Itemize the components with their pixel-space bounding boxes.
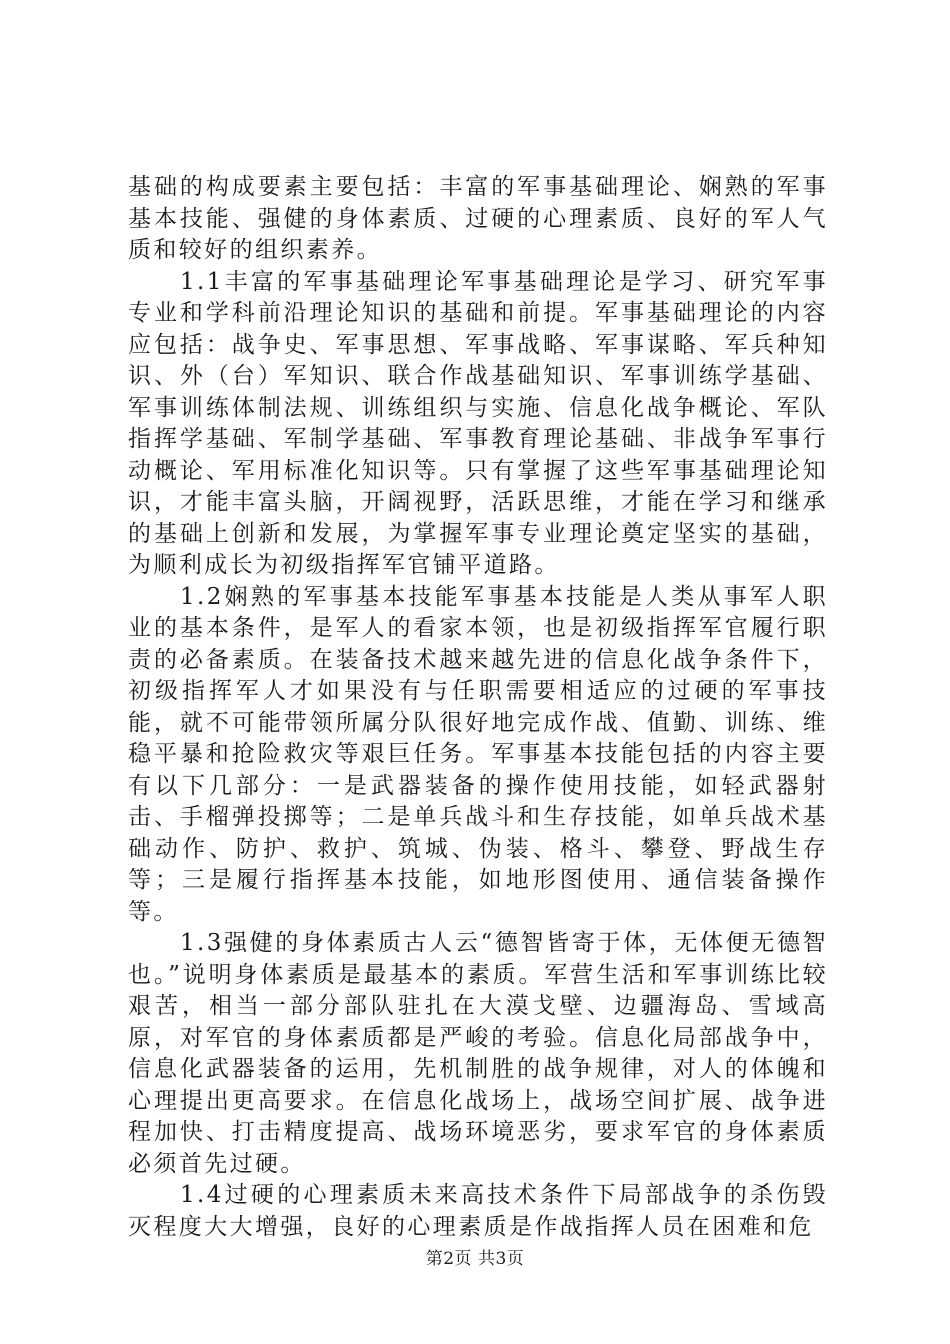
paragraph-physical-fitness: 1.3强健的身体素质古人云“德智皆寄于体，无体便无德智也。”说明身体素质是最基本的素质。军营生活和军事训练比较艰苦，相当一部分部队驻扎在大漠戈壁、边疆海岛、雪域高原，对军官的身体素质都是严峻的考验。信息化局部战争中，信息化武器装备的运用，先机制胜的战争规律，对人的体魄和心理提出更高要求。在信息化战场上，战场空间扩展、战争进程加快、打击精度提高、战场环境恶劣，要求军官的身体素质必须首先过硬。 <box>128 930 828 1177</box>
page-number-footer: 第2页 共3页 <box>425 1249 525 1269</box>
paragraph-continuation: 基础的构成要素主要包括：丰富的军事基础理论、娴熟的军事基本技能、强健的身体素质、过硬的心理素质、良好的军人气质和较好的组织素养。 <box>128 174 828 263</box>
paragraph-psychological-quality: 1.4过硬的心理素质未来高技术条件下局部战争的杀伤毁灭程度大大增强，良好的心理素质是作战指挥人员在困难和危 <box>128 1182 828 1240</box>
paragraph-military-theory: 1.1丰富的军事基础理论军事基础理论是学习、研究军事专业和学科前沿理论知识的基础和前提。军事基础理论的内容应包括：战争史、军事思想、军事战略、军事谋略、军兵种知识、外（台）军知识、联合作战基础知识、军事训练学基础、军事训练体制法规、训练组织与实施、信息化战争概论、军队指挥学基础、军制学基础、军事教育理论基础、非战争军事行动概论、军用标准化知识等。只有掌握了这些军事基础理论知识，才能丰富头脑，开阔视野，活跃思维，才能在学习和继承的基础上创新和发展，为掌握军事专业理论奠定坚实的基础，为顺利成长为初级指挥军官铺平道路。 <box>128 268 828 578</box>
paragraph-military-skills: 1.2娴熟的军事基本技能军事基本技能是人类从事军人职业的基本条件，是军人的看家本领，也是初级指挥军官履行职责的必备素质。在装备技术越来越先进的信息化战争条件下，初级指挥军人才如果没有与任职需要相适应的过硬的军事技能，就不可能带领所属分队很好地完成作战、值勤、训练、维稳平暴和抢险救灾等艰巨任务。军事基本技能包括的内容主要有以下几部分：一是武器装备的操作使用技能，如轻武器射击、手榴弹投掷等；二是单兵战斗和生存技能，如单兵战术基础动作、防护、救护、筑城、伪装、格斗、攀登、野战生存等；三是履行指挥基本技能，如地形图使用、通信装备操作等。 <box>128 583 828 925</box>
document-body <box>128 172 828 1243</box>
